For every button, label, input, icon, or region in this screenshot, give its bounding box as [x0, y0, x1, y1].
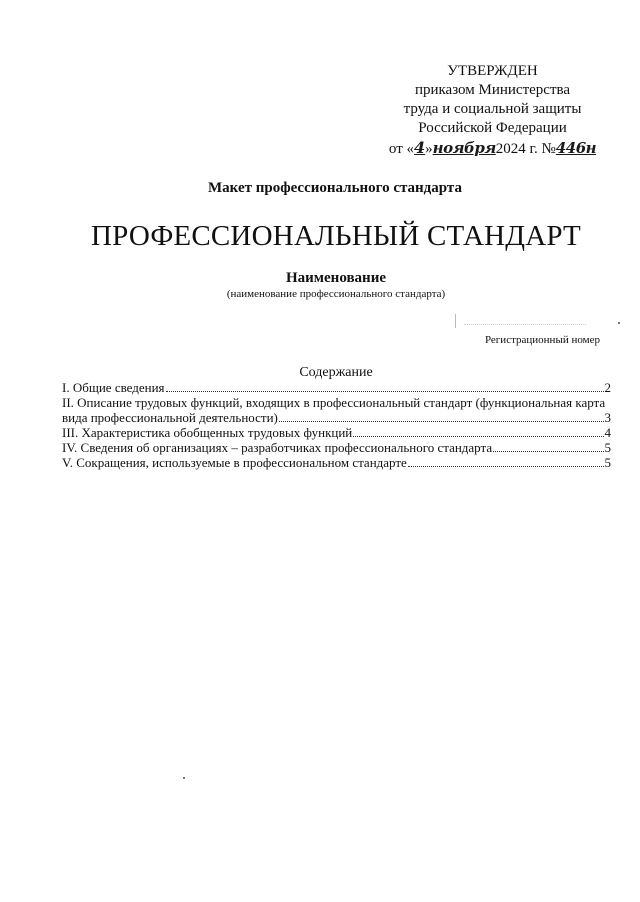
page-title: ПРОФЕССИОНАЛЬНЫЙ СТАНДАРТ [91, 220, 581, 252]
toc-item-text: V. Сокращения, используемые в профессиональном стандарте [62, 455, 407, 470]
toc-leader [279, 421, 604, 422]
toc-item-text: вида профессиональной деятельности) [62, 410, 278, 425]
toc-item[interactable] [62, 455, 611, 470]
toc-leader [166, 391, 604, 392]
toc-item-page: 5 [604, 455, 611, 470]
name-label: Наименование [286, 270, 386, 286]
toc-item-page: 3 [604, 410, 611, 425]
toc-item-page: 4 [604, 425, 611, 440]
toc-item[interactable] [62, 440, 611, 455]
toc-title: Содержание [299, 365, 373, 380]
toc-leader [493, 451, 603, 452]
toc-item-page: 2 [604, 380, 611, 395]
toc-item[interactable] [62, 380, 611, 395]
approval-title: УТВЕРЖДЕН [447, 63, 538, 79]
toc-item[interactable] [62, 425, 611, 440]
scan-speck [183, 777, 185, 779]
toc-leader [408, 466, 604, 467]
approval-stamp [385, 62, 600, 159]
scan-speck [618, 322, 620, 324]
maket-title: Макет профессионального стандарта [208, 180, 462, 196]
toc-item[interactable] [62, 395, 611, 425]
toc-item-text: I. Общие сведения [62, 380, 165, 395]
date-year: 2024 г. № [495, 141, 556, 157]
toc-item-text: IV. Сведения об организациях – разработчиках профессионального стандарта [62, 440, 493, 455]
handwritten-day: 4 [414, 138, 426, 157]
date-prefix: от « [388, 141, 415, 157]
toc-item-text-line-1: II. Описание трудовых функций, входящих в профессиональный стандарт (функциональная карта [62, 395, 606, 410]
registration-number-box [455, 314, 586, 328]
toc-leader [353, 436, 603, 437]
name-hint: (наименование профессионального стандарта) [226, 288, 446, 300]
approval-line-2: труда и социальной защиты [403, 101, 582, 117]
toc-item-text: III. Характеристика обобщенных трудовых функций [62, 425, 353, 440]
date-mid: » [425, 141, 433, 157]
registration-label: Регистрационный номер [484, 334, 600, 346]
approval-date-line [385, 138, 600, 159]
registration-number-line [464, 324, 586, 325]
table-of-contents [62, 380, 611, 470]
toc-item-page: 5 [604, 440, 611, 455]
approval-line-1: приказом Министерства [414, 82, 571, 98]
handwritten-month: ноября [432, 139, 496, 157]
approval-line-3: Российской Федерации [418, 120, 567, 136]
handwritten-order-number: 446н [555, 139, 597, 157]
